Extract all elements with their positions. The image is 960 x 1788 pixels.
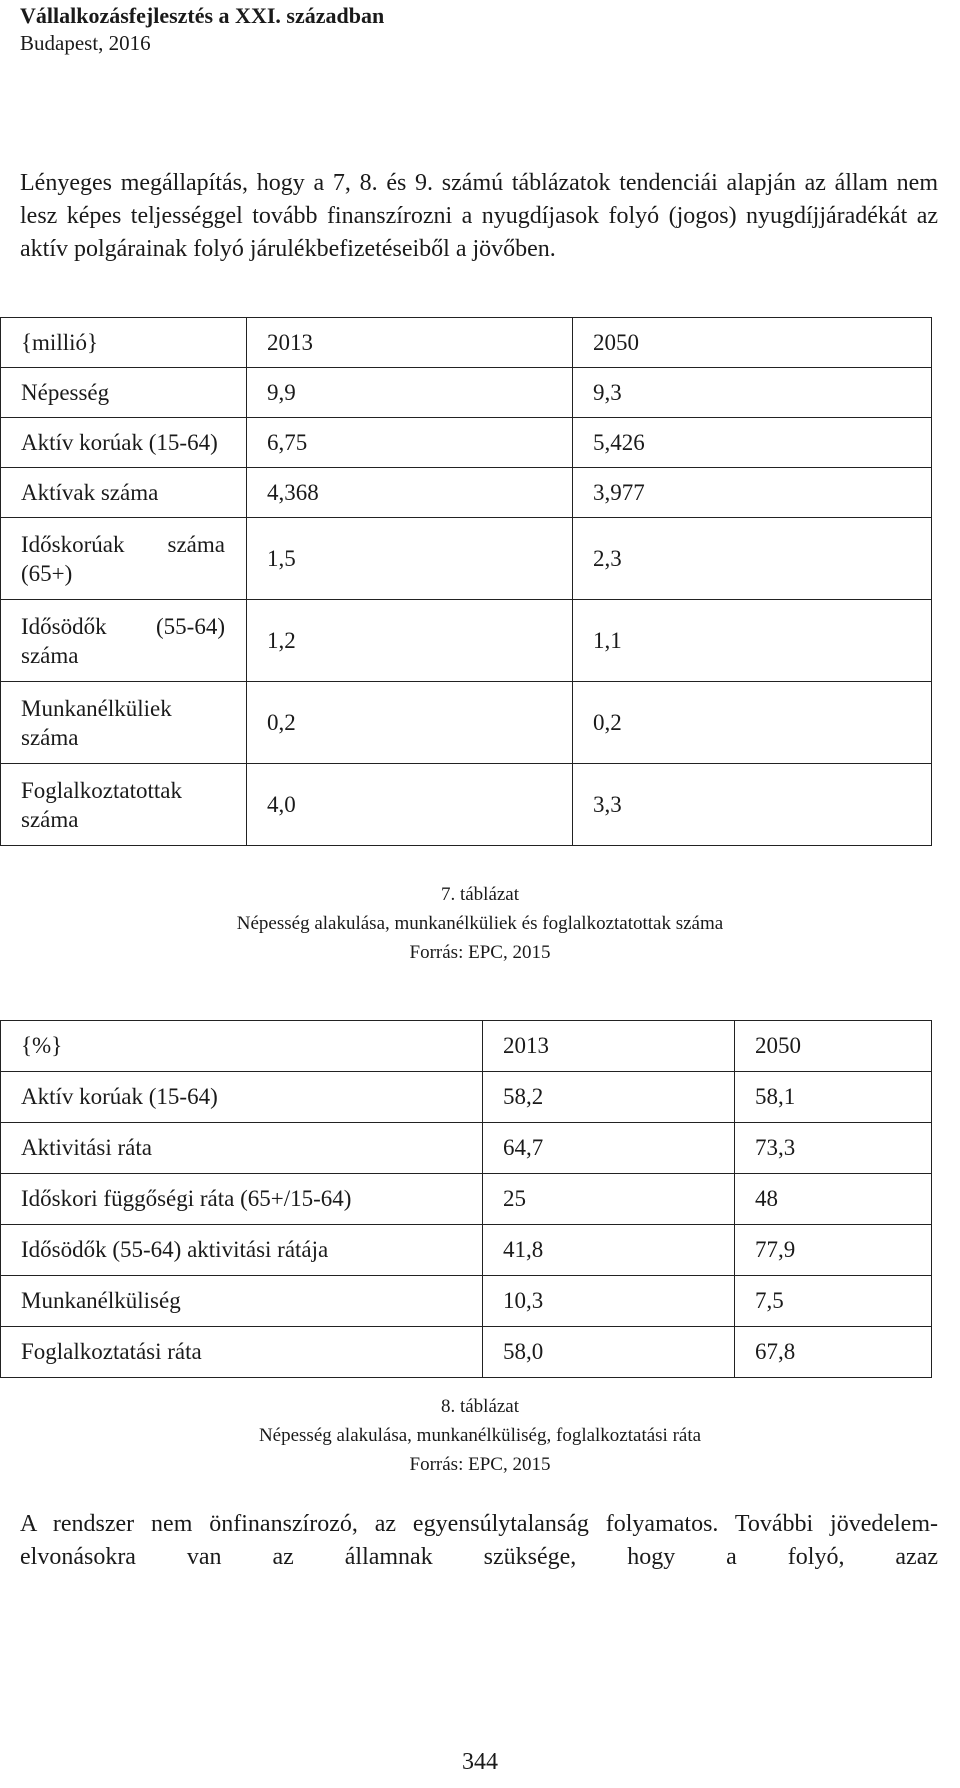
row-label-line1: Foglalkoztatottak: [21, 777, 182, 803]
table-header-cell: 2050: [735, 1021, 932, 1072]
row-label-line1: Időskorúak száma: [21, 531, 225, 557]
intro-paragraph: Lényeges megállapítás, hogy a 7, 8. és 9. számú táblázatok tendenciái alapján az állam nem lesz képes teljességgel tovább finanszírozni a nyugdíjasok folyó (jogos) nyugdíjjáradékát az aktív polgárainak folyó járulékbefizetéseiből a jövőben.: [20, 170, 938, 262]
table-header-cell: {millió}: [1, 318, 247, 368]
row-label: Idősödők (55-64) aktivitási rátája: [1, 1225, 483, 1276]
row-label-line1: Munkanélküliek: [21, 695, 172, 721]
row-label: Aktívak száma: [1, 468, 247, 518]
value-2013: 0,2: [247, 682, 573, 764]
table-8: [0, 1020, 932, 1378]
table-header-row: [1, 1021, 932, 1072]
value-2013: 4,0: [247, 764, 573, 846]
table-row: [1, 518, 932, 600]
value-2050: 77,9: [735, 1225, 932, 1276]
header-title: Vállalkozásfejlesztés a XXI. században: [20, 3, 385, 28]
value-2050: 48: [735, 1174, 932, 1225]
table-8-caption: [0, 1392, 960, 1479]
table-row: [1, 468, 932, 518]
value-2050: 3,977: [573, 468, 932, 518]
caption-number: 8. táblázat: [440, 1396, 520, 1417]
table-row: [1, 1276, 932, 1327]
caption-title: Népesség alakulása, munkanélküliség, foglalkoztatási ráta: [258, 1425, 702, 1446]
table-row: [1, 764, 932, 846]
row-label-line2: száma: [21, 642, 79, 668]
page-number: 344: [462, 1749, 498, 1775]
value-2013: 25: [483, 1174, 735, 1225]
value-2013: 1,2: [247, 600, 573, 682]
row-label: [1, 682, 247, 764]
value-2013: 1,5: [247, 518, 573, 600]
row-label: Népesség: [1, 368, 247, 418]
value-2013: 6,75: [247, 418, 573, 468]
value-2013: 9,9: [247, 368, 573, 418]
row-label: Időskori függőségi ráta (65+/15-64): [1, 1174, 483, 1225]
table-row: [1, 682, 932, 764]
row-label: Foglalkoztatási ráta: [1, 1327, 483, 1378]
value-2013: 10,3: [483, 1276, 735, 1327]
table-row: [1, 368, 932, 418]
caption-number: 7. táblázat: [440, 884, 520, 905]
table-header-row: [1, 318, 932, 368]
table-row: [1, 1072, 932, 1123]
row-label: [1, 518, 247, 600]
row-label: [1, 600, 247, 682]
row-label: Aktivitási ráta: [1, 1123, 483, 1174]
table-7: [0, 317, 932, 846]
header-subtitle: Budapest, 2016: [20, 31, 151, 55]
table-header-cell: 2013: [247, 318, 573, 368]
value-2050: 73,3: [735, 1123, 932, 1174]
table-header-cell: 2013: [483, 1021, 735, 1072]
closing-paragraph: A rendszer nem önfinanszírozó, az egyensúlytalanság folyamatos. További jövedelem-elvonásokra van az államnak szüksége, hogy a folyó, azaz: [20, 1511, 938, 1570]
table-header-cell: 2050: [573, 318, 932, 368]
table-row: [1, 1123, 932, 1174]
value-2050: 9,3: [573, 368, 932, 418]
row-label-line1: Idősödők (55-64): [21, 613, 225, 639]
value-2013: 58,0: [483, 1327, 735, 1378]
row-label-line2: száma: [21, 806, 79, 832]
value-2050: 5,426: [573, 418, 932, 468]
value-2050: 3,3: [573, 764, 932, 846]
value-2050: 58,1: [735, 1072, 932, 1123]
value-2013: 64,7: [483, 1123, 735, 1174]
row-label: Munkanélküliség: [1, 1276, 483, 1327]
table-row: [1, 418, 932, 468]
value-2013: 41,8: [483, 1225, 735, 1276]
table-row: [1, 1225, 932, 1276]
table-header-cell: {%}: [1, 1021, 483, 1072]
table-row: [1, 1174, 932, 1225]
value-2050: 67,8: [735, 1327, 932, 1378]
value-2050: 1,1: [573, 600, 932, 682]
table-row: [1, 1327, 932, 1378]
value-2050: 7,5: [735, 1276, 932, 1327]
table-row: [1, 600, 932, 682]
caption-source: Forrás: EPC, 2015: [409, 942, 551, 963]
caption-title: Népesség alakulása, munkanélküliek és foglalkoztatottak száma: [236, 913, 724, 934]
value-2013: 4,368: [247, 468, 573, 518]
value-2013: 58,2: [483, 1072, 735, 1123]
row-label-line2: száma: [21, 724, 79, 750]
row-label: Aktív korúak (15-64): [1, 418, 247, 468]
table-7-caption: [0, 880, 960, 967]
row-label-line2: (65+): [21, 560, 73, 586]
row-label: [1, 764, 247, 846]
running-header: [20, 2, 384, 57]
row-label: Aktív korúak (15-64): [1, 1072, 483, 1123]
caption-source: Forrás: EPC, 2015: [409, 1454, 551, 1475]
value-2050: 2,3: [573, 518, 932, 600]
value-2050: 0,2: [573, 682, 932, 764]
